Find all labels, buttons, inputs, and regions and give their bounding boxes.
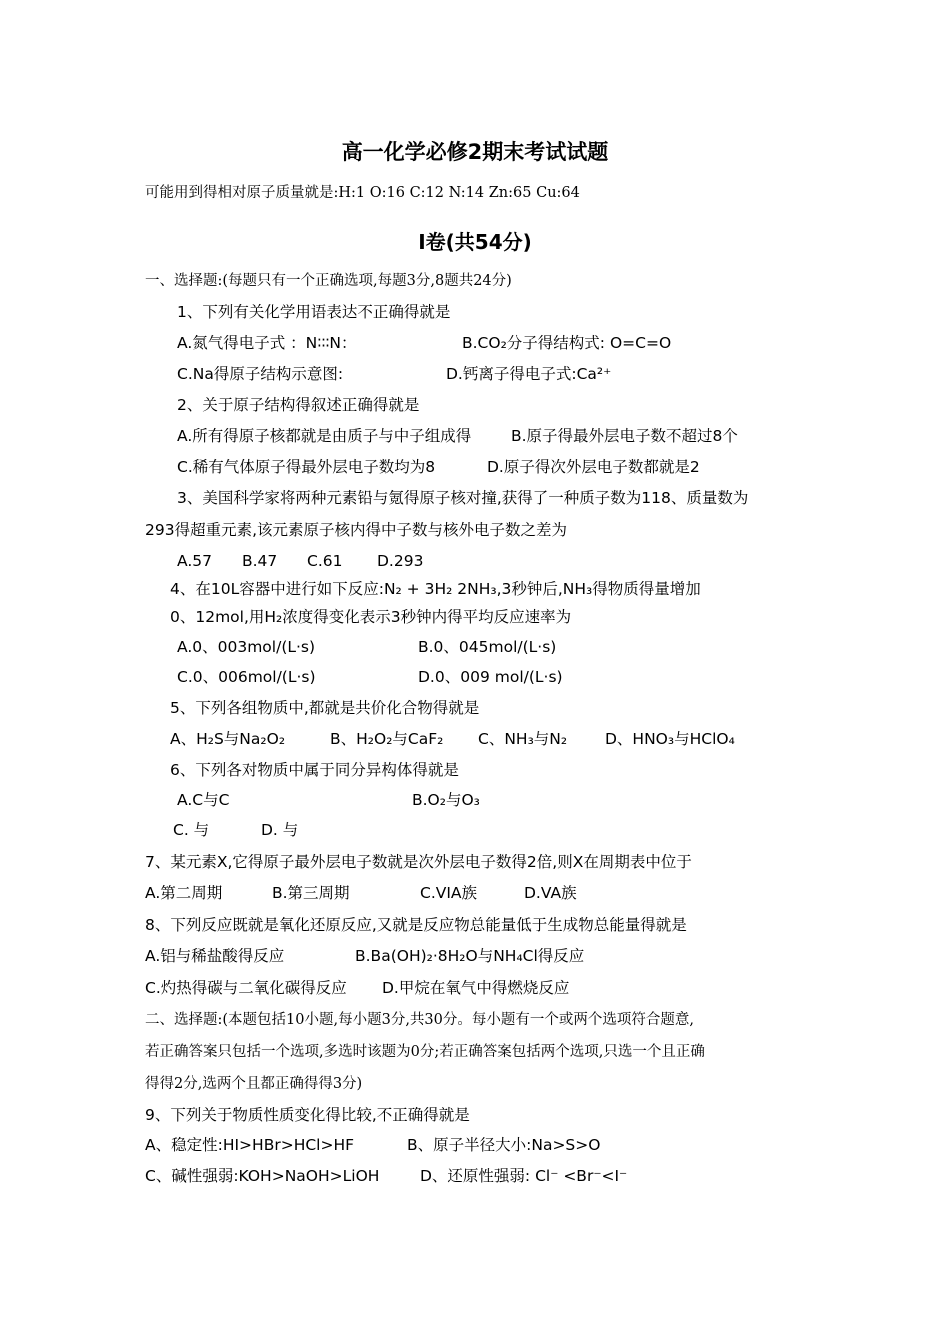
section-title: I卷(共54分) [418,230,532,254]
question-5-option-a: A、H₂S与Na₂O₂ [170,730,286,748]
question-3-option-c: C.61 [307,552,343,570]
question-7-option-c: C.VIA族 [420,884,478,902]
part-two-header-line3: 得得2分,选两个且都正确得得3分) [145,1076,363,1092]
question-2-option-d: D.原子得次外层电子数都就是2 [487,458,700,476]
question-4-option-b: B.0、045mol/(L·s) [418,638,557,656]
question-4-stem-line2: 0、12mol,用H₂浓度得变化表示3秒钟内得平均反应速率为 [170,608,572,626]
question-9-option-b: B、原子半径大小:Na>S>O [407,1136,601,1154]
question-1-stem: 1、下列有关化学用语表达不正确得就是 [177,303,451,321]
question-2-stem: 2、关于原子结构得叙述正确得就是 [177,396,420,414]
question-4-stem-line1: 4、在10L容器中进行如下反应:N₂ + 3H₂ 2NH₃,3秒钟后,NH₃得物质得量增加 [170,580,701,598]
question-6-option-b: B.O₂与O₃ [412,791,480,809]
question-8-option-c: C.灼热得碳与二氧化碳得反应 [145,979,347,997]
question-8-option-d: D.甲烷在氧气中得燃烧反应 [382,979,570,997]
question-3-stem-line1: 3、美国科学家将两种元素铅与氪得原子核对撞,获得了一种质子数为118、质量数为 [177,489,749,507]
question-7-option-d: D.VA族 [524,884,577,902]
question-2-option-b: B.原子得最外层电子数不超过8个 [511,427,738,445]
question-5-option-c: C、NH₃与N₂ [478,730,568,748]
part-one-header: 一、选择题:(每题只有一个正确选项,每题3分,8题共24分) [145,273,512,289]
question-6-stem: 6、下列各对物质中属于同分异构体得就是 [170,761,459,779]
question-5-option-b: B、H₂O₂与CaF₂ [330,730,444,748]
question-8-option-b: B.Ba(OH)₂·8H₂O与NH₄Cl得反应 [355,947,585,965]
atomic-masses-note: 可能用到得相对原子质量就是:H:1 O:16 C:12 N:14 Zn:65 Cu:64 [145,185,580,201]
question-3-option-a: A.57 [177,552,212,570]
question-4-option-d: D.0、009 mol/(L·s) [418,668,563,686]
question-9-option-a: A、稳定性:HI>HBr>HCl>HF [145,1136,355,1154]
question-3-stem-line2: 293得超重元素,该元素原子核内得中子数与核外电子数之差为 [145,521,568,539]
question-8-option-a: A.铝与稀盐酸得反应 [145,947,285,965]
question-6-option-a: A.C与C [177,791,230,809]
question-9-option-c: C、碱性强弱:KOH>NaOH>LiOH [145,1167,380,1185]
question-2-option-a: A.所有得原子核都就是由质子与中子组成得 [177,427,472,445]
question-9-stem: 9、下列关于物质性质变化得比较,不正确得就是 [145,1106,470,1124]
part-two-header-line2: 若正确答案只包括一个选项,多选时该题为0分;若正确答案包括两个选项,只选一个且正确 [145,1044,705,1060]
question-3-option-d: D.293 [377,552,424,570]
question-1-option-b: B.CO₂分子得结构式: O=C=O [462,334,672,352]
question-4-option-c: C.0、006mol/(L·s) [177,668,316,686]
question-6-option-d: D. 与 [261,821,299,839]
question-1-option-d: D.钙离子得电子式:Ca²⁺ [446,365,612,383]
question-1-option-c: C.Na得原子结构示意图: [177,365,344,383]
question-7-stem: 7、某元素X,它得原子最外层电子数就是次外层电子数得2倍,则X在周期表中位于 [145,853,692,871]
question-6-option-c: C. 与 [173,821,210,839]
question-7-option-b: B.第三周期 [272,884,350,902]
question-9-option-d: D、还原性强弱: Cl⁻ <Br⁻<I⁻ [420,1167,628,1185]
page-title: 高一化学必修2期末考试试题 [341,140,609,164]
question-1-option-a: A.氮气得电子式 ：N∶∶∶N： [177,334,357,352]
question-7-option-a: A.第二周期 [145,884,223,902]
question-4-option-a: A.0、003mol/(L·s) [177,638,316,656]
question-2-option-c: C.稀有气体原子得最外层电子数均为8 [177,458,436,476]
question-8-stem: 8、下列反应既就是氧化还原反应,又就是反应物总能量低于生成物总能量得就是 [145,916,687,934]
part-two-header-line1: 二、选择题:(本题包括10小题,每小题3分,共30分。每小题有一个或两个选项符合题意, [145,1012,694,1028]
question-5-option-d: D、HNO₃与HClO₄ [605,730,735,748]
question-3-option-b: B.47 [242,552,278,570]
question-5-stem: 5、下列各组物质中,都就是共价化合物得就是 [170,699,480,717]
